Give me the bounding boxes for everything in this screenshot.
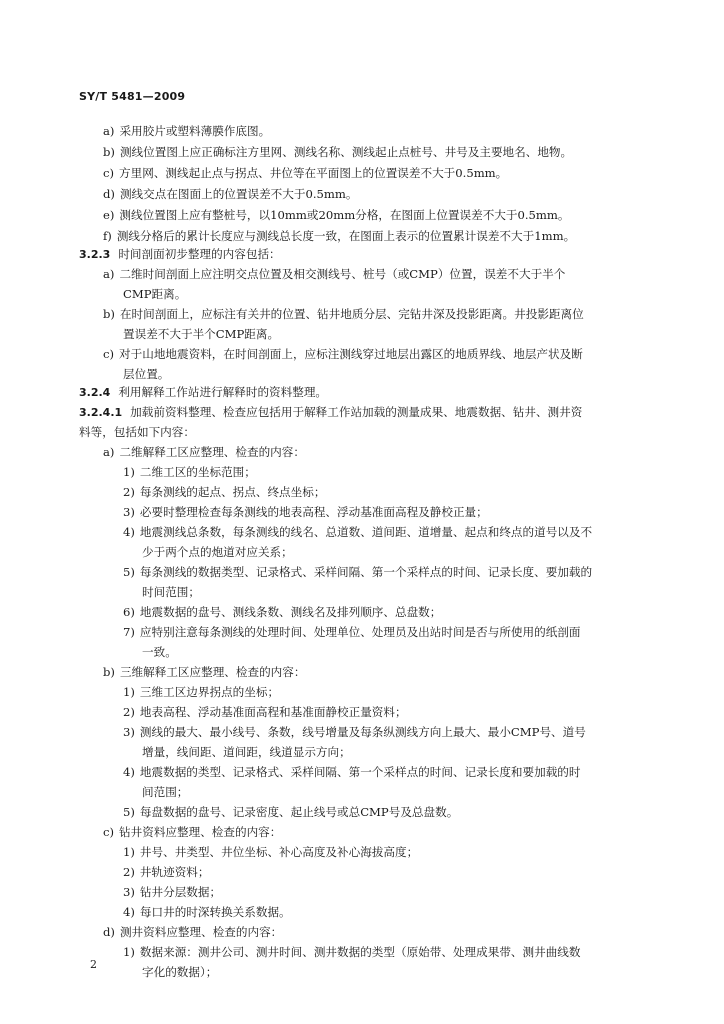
item-number: a): [103, 267, 115, 281]
list-item-lettered: [103, 187, 357, 201]
item-text: 应特别注意每条测线的处理时间、处理单位、处理员及出站时间是否与所使用的纸剖面: [139, 625, 581, 639]
item-text: 一致。: [142, 645, 177, 659]
item-number: 2): [123, 705, 135, 719]
continuation-line: [123, 367, 169, 381]
item-number: 4): [123, 905, 135, 919]
item-number: 3): [123, 725, 135, 739]
continuation-line: [142, 585, 200, 599]
item-number: b): [103, 665, 115, 679]
item-text: 测线位置图上应有整桩号，以10mm或20mm分格，在图面上位置误差不大于0.5mm。: [119, 208, 570, 222]
item-number: 3): [123, 885, 135, 899]
item-number: d): [103, 925, 115, 939]
list-item-lettered: [103, 124, 270, 138]
item-text: 二维工区的坐标范围；: [139, 465, 256, 479]
item-number: 1): [123, 685, 135, 699]
section-line: [79, 405, 582, 420]
item-text: CMP距离。: [123, 287, 187, 301]
item-number: 1): [123, 465, 135, 479]
list-item-lettered: [103, 445, 305, 459]
continuation-line: [79, 425, 195, 439]
item-number: c): [103, 166, 115, 180]
list-item-numbered: [123, 465, 256, 479]
continuation-line: [142, 965, 217, 979]
item-number: 3.2.4: [79, 386, 111, 399]
item-text: 层位置。: [123, 367, 170, 381]
item-number: 4): [123, 525, 135, 539]
continuation-line: [142, 545, 293, 559]
item-number: 5): [123, 565, 135, 579]
list-item-lettered: [103, 925, 282, 939]
item-number: e): [103, 208, 115, 222]
item-number: 3): [123, 505, 135, 519]
item-text: 间范围；: [142, 785, 189, 799]
item-number: b): [103, 307, 115, 321]
continuation-line: [142, 645, 177, 659]
item-number: c): [103, 347, 115, 361]
item-number: 7): [123, 625, 135, 639]
list-item-numbered: [123, 505, 488, 519]
continuation-line: [142, 745, 351, 759]
item-text: 井号、井类型、井位坐标、补心高度及补心海拔高度；: [139, 845, 419, 859]
item-text: 钻井资料应整理、检查的内容：: [119, 825, 282, 839]
item-text: 二维解释工区应整理、检查的内容：: [119, 445, 305, 459]
item-number: 3.2.4.1: [79, 406, 123, 419]
item-text: 钻井分层数据；: [139, 885, 222, 899]
list-item-numbered: [123, 485, 325, 499]
item-text: 置误差不大于半个CMP距离。: [123, 327, 280, 341]
item-text: 每条测线的起点、拐点、终点坐标；: [139, 485, 326, 499]
list-item-numbered: [123, 685, 279, 699]
item-text: 少于两个点的炮道对应关系；: [142, 545, 293, 559]
item-text: 采用胶片或塑料薄膜作底图。: [119, 124, 271, 138]
list-item-numbered: [123, 565, 592, 579]
item-number: a): [103, 124, 115, 138]
list-item-numbered: [123, 725, 586, 739]
item-text: 地震数据的类型、记录格式、采样间隔、第一个采样点的时间、记录长度和要加载的时: [139, 765, 581, 779]
list-item-lettered: [103, 347, 583, 361]
item-text: 测线的最大、最小线号、条数，线号增量及每条纵测线方向上最大、最小CMP号、道号: [139, 725, 586, 739]
item-text: 每条测线的数据类型、记录格式、采样间隔、第一个采样点的时间、记录长度、要加载的: [139, 565, 593, 579]
item-text: 时间范围；: [142, 585, 200, 599]
item-number: b): [103, 145, 115, 159]
item-text: 地震测线总条数，每条测线的线名、总道数、道间距、道增量、起点和终点的道号以及不: [139, 525, 593, 539]
list-item-numbered: [123, 625, 580, 639]
item-text: 必要时整理检查每条测线的地表高程、浮动基准面高程及静校正量；: [139, 505, 488, 519]
list-item-lettered: [103, 166, 507, 180]
list-item-numbered: [123, 845, 418, 859]
list-item-numbered: [123, 805, 458, 819]
item-text: 增量，线间距、道间距，线道显示方向；: [142, 745, 351, 759]
list-item-lettered: [103, 267, 565, 281]
item-text: 时间剖面初步整理的内容包括：: [118, 247, 281, 261]
item-number: 2): [123, 865, 135, 879]
item-number: c): [103, 825, 115, 839]
list-item-lettered: [103, 145, 572, 159]
item-number: 3.2.3: [79, 248, 111, 261]
item-text: 利用解释工作站进行解释时的资料整理。: [118, 385, 328, 399]
list-item-numbered: [123, 765, 580, 779]
list-item-numbered: [123, 605, 441, 619]
item-text: 料等，包括如下内容：: [79, 425, 195, 439]
list-item-numbered: [123, 525, 592, 539]
item-number: f): [103, 229, 112, 243]
item-number: 2): [123, 485, 135, 499]
list-item-lettered: [103, 208, 570, 222]
list-item-numbered: [123, 705, 407, 719]
item-text: 对于山地地震资料，在时间剖面上，应标注测线穿过地层出露区的地质界线、地层产状及断: [119, 347, 583, 361]
item-text: 在时间剖面上，应标注有关井的位置、钻井地质分层、完钻井深及投影距离。井投影距离位: [119, 307, 584, 321]
item-text: 每盘数据的盘号、记录密度、起止线号或总CMP号及总盘数。: [139, 805, 459, 819]
item-text: 加载前资料整理、检查应包括用于解释工作站加载的测量成果、地震数据、钻井、测井资: [130, 405, 583, 419]
standard-number-header: SY/T 5481—2009: [79, 90, 186, 103]
item-number: 6): [123, 605, 135, 619]
item-number: 1): [123, 845, 135, 859]
list-item-lettered: [103, 665, 305, 679]
item-text: 井轨迹资料；: [139, 865, 210, 879]
continuation-line: [123, 287, 186, 301]
item-text: 二维时间剖面上应注明交点位置及相交测线号、桩号（或CMP）位置，误差不大于半个: [119, 267, 566, 281]
item-number: 5): [123, 805, 135, 819]
item-text: 测线交点在图面上的位置误差不大于0.5mm。: [119, 187, 358, 201]
list-item-numbered: [123, 905, 291, 919]
page-number: 2: [90, 958, 97, 971]
item-number: d): [103, 187, 115, 201]
item-text: 字化的数据）；: [142, 965, 218, 979]
list-item-numbered: [123, 945, 580, 959]
continuation-line: [142, 785, 188, 799]
item-text: 三维工区边界拐点的坐标；: [139, 685, 280, 699]
item-number: 4): [123, 765, 135, 779]
list-item-numbered: [123, 865, 209, 879]
list-item-numbered: [123, 885, 221, 899]
item-text: 方里网、测线起止点与拐点、井位等在平面图上的位置误差不大于0.5mm。: [119, 166, 508, 180]
list-item-lettered: [103, 229, 575, 243]
item-text: 测井资料应整理、检查的内容：: [119, 925, 283, 939]
item-text: 地震数据的盘号、测线条数、测线名及排列顺序、总盘数；: [139, 605, 442, 619]
item-text: 地表高程、浮动基准面高程和基准面静校正量资料；: [139, 705, 407, 719]
section-line: [79, 385, 327, 400]
item-text: 每口井的时深转换关系数据。: [139, 905, 291, 919]
item-text: 测线分格后的累计长度应与测线总长度一致，在图面上表示的位置累计误差不大于1mm。: [116, 229, 576, 243]
continuation-line: [123, 327, 279, 341]
item-text: 测线位置图上应正确标注方里网、测线名称、测线起止点桩号、井号及主要地名、地物。: [119, 145, 573, 159]
item-text: 数据来源：测井公司、测井时间、测井数据的类型（原始带、处理成果带、测井曲线数: [139, 945, 581, 959]
item-text: 三维解释工区应整理、检查的内容：: [119, 665, 306, 679]
list-item-lettered: [103, 307, 584, 321]
item-number: 1): [123, 945, 135, 959]
section-line: [79, 247, 281, 262]
list-item-lettered: [103, 825, 281, 839]
item-number: a): [103, 445, 115, 459]
